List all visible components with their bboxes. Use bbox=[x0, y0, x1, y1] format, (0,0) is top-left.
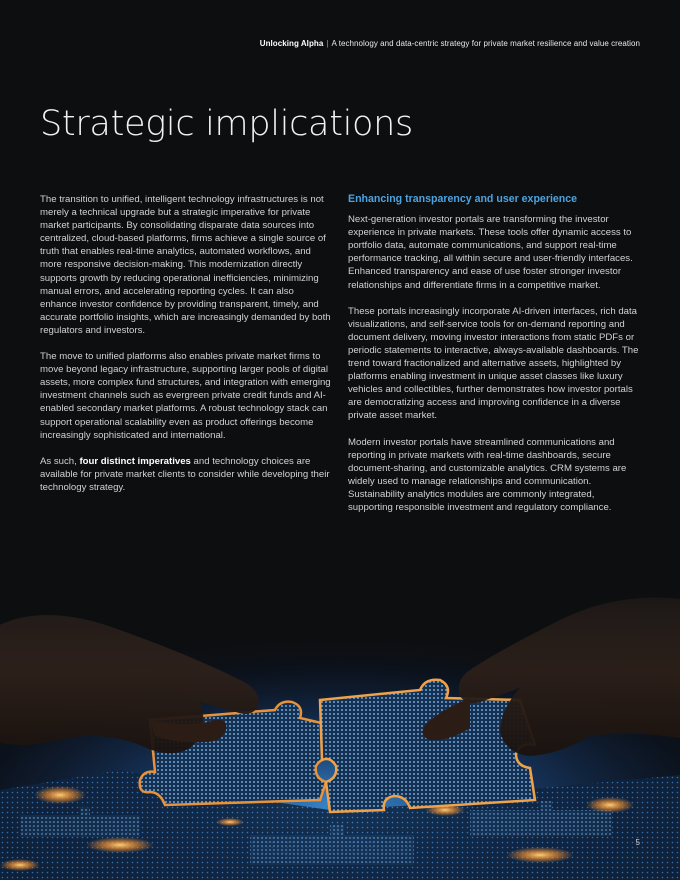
left-paragraph-3-bold: four distinct imperatives bbox=[79, 455, 191, 467]
left-paragraph-1: The transition to unified, intelligent technology infrastructures is not merely a technical upgrade but a strategic imperative for private market participants. By consolidating disparate data sources into centralized, cloud-based platforms, firms achieve a single source of truth that enables real-time analytics, automated workflows, and more responsive decision-making. This modernization directly supports growth by reducing operational inefficiencies, minimizing manual errors, and accelerating reporting cycles. It can also enhance investor confidence by providing transparent, timely, and accurate portfolio insights, which are increasingly demanded by both regulators and investors. bbox=[40, 194, 331, 336]
left-paragraph-3 bbox=[40, 455, 332, 494]
page-title: Strategic implications bbox=[40, 104, 413, 144]
right-paragraph-1: Next-generation investor portals are transforming the investor experience in private markets. These tools offer dynamic access to portfolio data, automate communications, and support real-time performance tracking, all within secure and user-friendly interfaces. Enhanced transparency and ease of use foster stronger investor relationships and differentiate firms in a competitive market. bbox=[348, 214, 633, 291]
left-column bbox=[40, 193, 332, 507]
section-heading: Enhancing transparency and user experience bbox=[348, 193, 578, 205]
right-paragraph-2: These portals increasingly incorporate AI-driven interfaces, rich data visualizations, and self-service tools for on-demand reporting and document delivery, moving investor interactions from static PDFs or periodic statements to interactive, always-available dashboards. The trend toward fractionalized and alternative assets, highlighted by platforms enabling investment in unique asset classes like luxury vehicles and collectibles, further demonstrates how investor portals are democratizing access and improving confidence in a diverse private asset market. bbox=[348, 305, 639, 422]
header-separator: | bbox=[326, 39, 329, 48]
header-subtitle: A technology and data-centric strategy for private market resilience and value creation bbox=[331, 39, 640, 48]
right-paragraph-3: Modern investor portals have streamlined communications and reporting in private markets with real-time dashboards, secure document-sharing, and customizable analytics. CRM systems are widely used to manage relationships and communication. Sustainability analytics modules are commonly integrated, supporting responsible investment and regulatory compliance. bbox=[348, 436, 627, 513]
left-paragraph-3-suffix: and technology choices are available for private market clients to consider while developing their technology strategy. bbox=[40, 455, 330, 493]
running-header bbox=[260, 39, 640, 48]
page-number: 5 bbox=[635, 838, 640, 847]
header-brand: Unlocking Alpha bbox=[259, 39, 324, 48]
right-column bbox=[348, 193, 640, 527]
left-paragraph-3-prefix: As such, bbox=[40, 455, 80, 467]
puzzle-hands-image bbox=[0, 560, 680, 880]
left-paragraph-2: The move to unified platforms also enables private market firms to move beyond legacy infrastructure, supporting larger pools of digital assets, more complex fund structures, and integration with emerging investment channels such as evergreen private credit funds and AI-enabled secondary market platforms. A robust technology stack can support operational scalability even as product offerings become increasingly sophisticated and international. bbox=[40, 351, 331, 441]
